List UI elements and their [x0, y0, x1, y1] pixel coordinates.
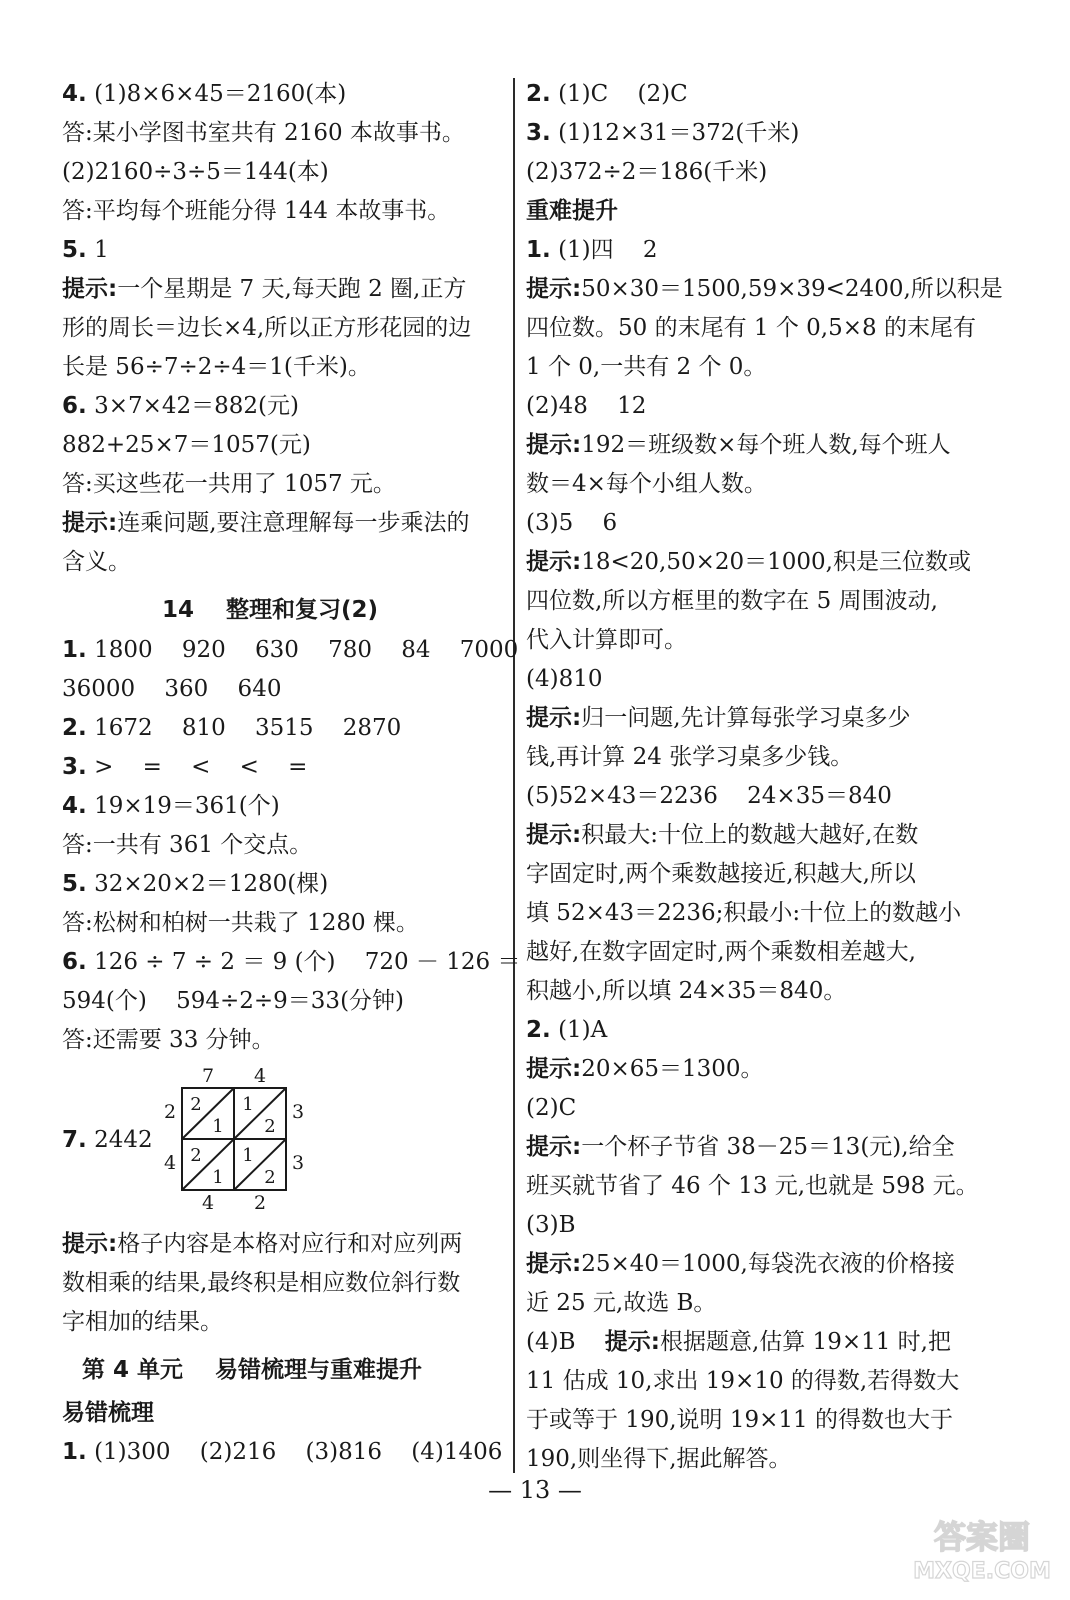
question-number: 2. — [526, 81, 551, 107]
hint-line: 班买就节省了 46 个 13 元,也就是 598 元。 — [526, 1173, 979, 1199]
hint-text: 连乘问题,要注意理解每一步乘法的 — [117, 510, 470, 536]
answer-text: (1)A — [558, 1017, 608, 1043]
answer-line: (2)C — [526, 1095, 577, 1121]
column-divider — [513, 78, 515, 1473]
hint-text: 格子内容是本格对应行和对应列两 — [117, 1231, 463, 1257]
answer-line — [62, 946, 521, 978]
hint-label: 提示: — [62, 276, 118, 302]
hint-line: 长是 56÷7÷2÷4＝1(千米)。 — [62, 354, 371, 380]
answer-text: (4)B — [526, 1329, 605, 1355]
hint-label: 提示: — [62, 1231, 118, 1257]
answer-text: 1800 920 630 780 84 7000 — [94, 637, 519, 663]
grid-left-digit: 4 — [163, 1152, 177, 1174]
answer-line: 答:一共有 361 个交点。 — [62, 832, 313, 858]
answer-line: (3)B — [526, 1212, 576, 1238]
answer-line — [62, 790, 280, 822]
question-number: 2. — [526, 1017, 551, 1043]
hint-text: 50×30＝1500,59×39<2400,所以积是 — [581, 276, 1003, 302]
hint-text: 20×65＝1300。 — [581, 1056, 764, 1082]
answer-line: (2)2160÷3÷5＝144(本) — [62, 159, 329, 185]
question-number: 5. — [62, 237, 87, 263]
question-number: 6. — [62, 949, 87, 975]
hint-line: 形的周长＝边长×4,所以正方形花园的边 — [62, 315, 472, 341]
hint-line — [526, 702, 911, 734]
answer-line — [526, 78, 688, 110]
hint-text: 192＝班级数×每个班人数,每个班人 — [581, 432, 951, 458]
hint-line — [526, 429, 951, 461]
answer-line: (2)372÷2＝186(千米) — [526, 159, 768, 185]
answer-text: (1)C (2)C — [558, 81, 688, 107]
hint-line — [526, 273, 1003, 305]
answer-line — [62, 234, 109, 266]
answer-line — [62, 390, 299, 422]
grid-bottom-digit: 2 — [253, 1192, 267, 1214]
grid-cell-digit: 2 — [264, 1116, 276, 1137]
hint-label: 提示: — [526, 432, 582, 458]
hint-label: 提示: — [526, 822, 582, 848]
hint-text: 积最大:十位上的数越大越好,在数 — [581, 822, 919, 848]
answer-text: 126 ÷ 7 ÷ 2 ＝ 9 (个) 720 － 126 ＝ — [94, 949, 521, 975]
hint-line — [526, 1248, 955, 1280]
answer-line: (4)810 — [526, 666, 603, 692]
question-number: 6. — [62, 393, 87, 419]
hint-line: 代入计算即可。 — [526, 627, 687, 653]
answer-line: 答:平均每个班能分得 144 本故事书。 — [62, 198, 451, 224]
hint-line — [526, 819, 918, 851]
answer-text: > = < < = — [94, 754, 308, 780]
question-number: 4. — [62, 81, 87, 107]
page-number: — 13 — — [488, 1476, 582, 1504]
answer-line — [526, 234, 658, 266]
grid-top-digit: 7 — [201, 1065, 215, 1087]
answer-text: (1)12×31＝372(千米) — [558, 120, 800, 146]
answer-text: 32×20×2＝1280(棵) — [94, 871, 329, 897]
hint-line: 数＝4×每个小组人数。 — [526, 471, 767, 497]
hint-label: 提示: — [62, 510, 118, 536]
grid-cell-digit: 1 — [212, 1167, 224, 1188]
hint-line — [526, 1131, 955, 1163]
hint-label: 提示: — [526, 549, 582, 575]
answer-line: 答:松树和柏树一共栽了 1280 棵。 — [62, 910, 419, 936]
watermark-text: 答案圈 — [933, 1518, 1031, 1556]
answer-line: (2)48 12 — [526, 393, 647, 419]
answer-line: 882+25×7＝1057(元) — [62, 432, 311, 458]
answer-line — [62, 712, 401, 744]
hint-line — [62, 1228, 462, 1260]
section-title: 整理和复习(2) — [226, 597, 379, 623]
hint-line: 钱,再计算 24 张学习桌多少钱。 — [526, 744, 854, 770]
hint-line: 于或等于 190,说明 19×11 的得数也大于 — [526, 1407, 953, 1433]
hint-label: 提示: — [526, 276, 582, 302]
hint-line: 越好,在数字固定时,两个乘数相差越大, — [526, 939, 916, 965]
answer-text: 2442 — [94, 1127, 153, 1153]
answer-line — [62, 1436, 502, 1468]
hint-label: 提示: — [526, 705, 582, 731]
hint-line: 字固定时,两个乘数越接近,积越大,所以 — [526, 861, 916, 887]
answer-line: 答:买这些花一共用了 1057 元。 — [62, 471, 396, 497]
question-number: 1. — [62, 1439, 87, 1465]
grid-cell-digit: 2 — [264, 1167, 276, 1188]
hint-line: 含义。 — [62, 549, 131, 575]
unit-heading: 第 4 单元 易错梳理与重难提升 — [82, 1357, 423, 1383]
answer-line — [526, 117, 799, 149]
watermark-logo — [908, 1512, 1056, 1586]
hint-text: 一个星期是 7 天,每天跑 2 圈,正方 — [117, 276, 467, 302]
hint-line — [526, 1326, 951, 1358]
hint-label: 提示: — [604, 1329, 660, 1355]
subsection-heading: 易错梳理 — [62, 1400, 154, 1426]
answer-line — [62, 634, 518, 666]
hint-label: 提示: — [526, 1134, 582, 1160]
answer-line: 答:某小学图书室共有 2160 本故事书。 — [62, 120, 465, 146]
answer-line — [526, 1014, 607, 1046]
hint-line: 四位数。50 的末尾有 1 个 0,5×8 的末尾有 — [526, 315, 976, 341]
watermark-url: MXQE.COM — [913, 1559, 1051, 1584]
question-number: 2. — [62, 715, 87, 741]
question-number: 5. — [62, 871, 87, 897]
hint-text: 根据题意,估算 19×11 时,把 — [659, 1329, 951, 1355]
hint-line: 积越小,所以填 24×35＝840。 — [526, 978, 847, 1004]
answer-text: 1 — [94, 237, 109, 263]
answer-text: 1672 810 3515 2870 — [94, 715, 402, 741]
answer-text: (1)四 2 — [558, 237, 658, 263]
answer-line: 594(个) 594÷2÷9＝33(分钟) — [62, 988, 405, 1014]
section-number: 14 — [162, 597, 195, 623]
hint-text: 25×40＝1000,每袋洗衣液的价格接 — [581, 1251, 955, 1277]
hint-line — [62, 507, 470, 539]
hint-line: 1 个 0,一共有 2 个 0。 — [526, 354, 767, 380]
grid-cell-digit: 1 — [242, 1145, 254, 1166]
subsection-heading: 重难提升 — [526, 198, 618, 224]
hint-line: 填 52×43＝2236;积最小:十位上的数越小 — [526, 900, 962, 926]
grid-right-digit: 3 — [291, 1101, 305, 1123]
answer-line: (3)5 6 — [526, 510, 618, 536]
answer-text: 19×19＝361(个) — [94, 793, 280, 819]
lattice-multiplication-grid — [158, 1064, 318, 1214]
hint-line — [526, 1053, 764, 1085]
hint-line — [526, 546, 971, 578]
answer-line — [62, 78, 346, 110]
grid-top-digit: 4 — [253, 1065, 267, 1087]
question-number: 3. — [62, 754, 87, 780]
hint-line — [62, 273, 466, 305]
section-heading — [162, 594, 378, 626]
hint-label: 提示: — [526, 1056, 582, 1082]
grid-left-digit: 2 — [163, 1101, 177, 1123]
answer-line: 答:还需要 33 分钟。 — [62, 1027, 275, 1053]
answer-line: 36000 360 640 — [62, 676, 282, 702]
grid-cell-digit: 1 — [212, 1116, 224, 1137]
answer-text: 3×7×42＝882(元) — [94, 393, 299, 419]
answer-line — [62, 1124, 153, 1156]
answer-text: (1)8×6×45＝2160(本) — [94, 81, 347, 107]
hint-line: 字相加的结果。 — [62, 1309, 223, 1335]
grid-bottom-digit: 4 — [201, 1192, 215, 1214]
hint-line: 近 25 元,故选 B。 — [526, 1290, 717, 1316]
grid-cell-digit: 2 — [190, 1145, 202, 1166]
hint-line: 四位数,所以方框里的数字在 5 周围波动, — [526, 588, 938, 614]
answer-line — [62, 751, 307, 783]
answer-line — [62, 868, 328, 900]
hint-text: 18<20,50×20＝1000,积是三位数或 — [581, 549, 971, 575]
answer-line: (5)52×43＝2236 24×35＝840 — [526, 783, 892, 809]
hint-line: 数相乘的结果,最终积是相应数位斜行数 — [62, 1270, 461, 1296]
question-number: 1. — [62, 637, 87, 663]
question-number: 4. — [62, 793, 87, 819]
grid-right-digit: 3 — [291, 1152, 305, 1174]
hint-label: 提示: — [526, 1251, 582, 1277]
hint-text: 一个杯子节省 38－25＝13(元),给全 — [581, 1134, 955, 1160]
grid-cell-digit: 1 — [242, 1094, 254, 1115]
question-number: 1. — [526, 237, 551, 263]
hint-text: 归一问题,先计算每张学习桌多少 — [581, 705, 911, 731]
hint-line: 190,则坐得下,据此解答。 — [526, 1446, 792, 1472]
question-number: 3. — [526, 120, 551, 146]
grid-cell-digit: 2 — [190, 1094, 202, 1115]
question-number: 7. — [62, 1127, 87, 1153]
hint-line: 11 估成 10,求出 19×10 的得数,若得数大 — [526, 1368, 960, 1394]
answer-text: (1)300 (2)216 (3)816 (4)1406 — [94, 1439, 503, 1465]
